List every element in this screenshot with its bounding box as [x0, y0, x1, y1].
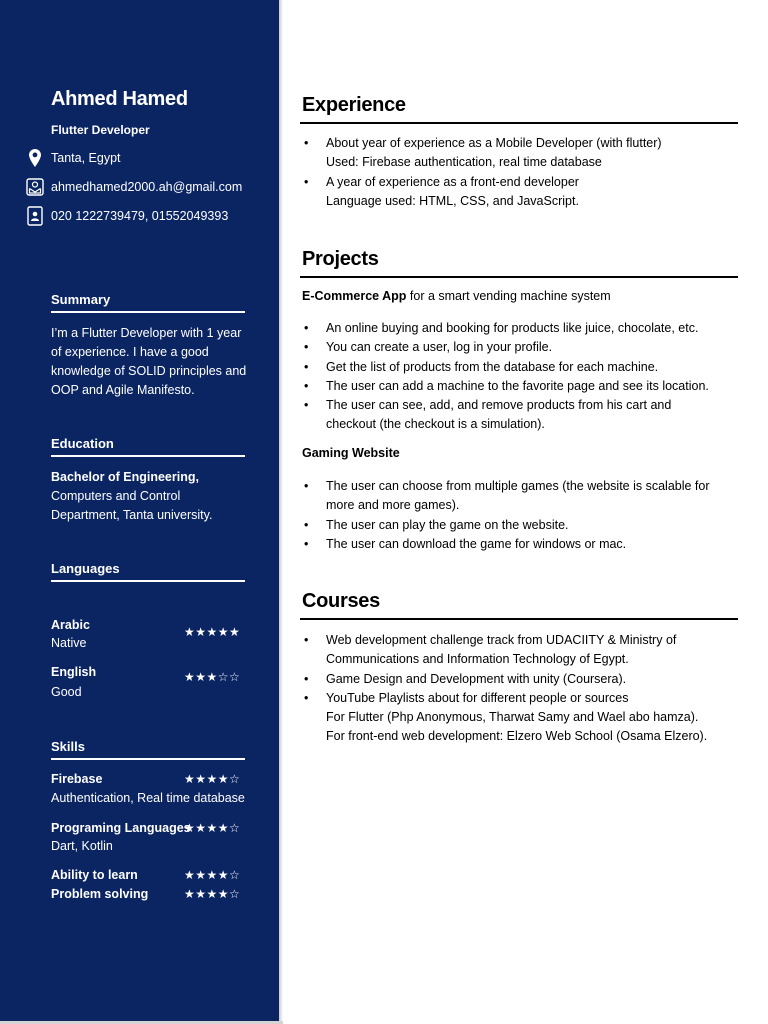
language-rating-stars: ★★★★★: [184, 625, 241, 639]
list-item: [326, 319, 736, 338]
list-item: [326, 689, 736, 747]
degree-text: Bachelor of Engineering,: [51, 470, 199, 484]
summary-text: [51, 324, 256, 400]
experience-list: [326, 134, 736, 211]
skill-detail: Dart, Kotlin: [51, 839, 113, 853]
contact-card-icon: [26, 206, 44, 226]
sidebar-shadow: [279, 0, 283, 1024]
courses-heading: Courses: [302, 590, 380, 612]
skill-rating-stars: ★★★★☆: [184, 887, 241, 901]
item-line: • You can create a user, log in your profile.: [326, 340, 553, 355]
project-title: [302, 289, 611, 303]
education-line: Department, Tanta university.: [51, 508, 213, 522]
list-item: [326, 670, 736, 689]
skill-name: Ability to learn: [51, 868, 138, 882]
education-heading: Education: [51, 436, 114, 451]
experience-divider: [300, 122, 738, 124]
summary-line: knowledge of SOLID principles and: [51, 364, 247, 378]
education-line: Computers and Control: [51, 489, 181, 503]
summary-line: of experience. I have a good: [51, 345, 209, 359]
projects-divider: [300, 276, 738, 278]
item-line: • The user can download the game for windows or mac.: [326, 536, 627, 551]
item-line: • An online buying and booking for products like juice, chocolate, etc.: [326, 321, 699, 335]
item-line: • The user can choose from multiple games (the website is scalable for: [326, 479, 710, 493]
language-rating-stars: ★★★☆☆: [184, 670, 241, 684]
list-item: [326, 535, 736, 554]
summary-divider: [51, 311, 245, 313]
skill-name: Problem solving: [51, 887, 149, 901]
list-item: [326, 396, 736, 435]
candidate-name: Ahmed Hamed: [51, 88, 188, 110]
item-line: • The user can play the game on the website.: [326, 517, 569, 532]
list-item: [326, 358, 736, 377]
courses-divider: [300, 618, 738, 620]
item-line: • About year of experience as a Mobile Developer (with flutter): [326, 136, 662, 150]
item-line: • The user can add a machine to the favorite page and see its location.: [326, 378, 709, 393]
experience-heading: Experience: [302, 94, 406, 116]
language-name: Arabic: [51, 618, 90, 632]
list-item: [326, 477, 736, 516]
summary-line: OOP and Agile Manifesto.: [51, 383, 195, 397]
item-line: Language used: HTML, CSS, and JavaScript.: [326, 193, 579, 208]
skill-detail: Authentication, Real time database: [51, 791, 245, 805]
education-text: [51, 468, 256, 525]
item-line: • A year of experience as a front-end developer: [326, 174, 579, 189]
project-name: E-Commerce App: [302, 289, 407, 303]
sidebar: [0, 0, 279, 1021]
education-divider: [51, 455, 245, 457]
skill-rating-stars: ★★★★☆: [184, 821, 241, 835]
project-name: Gaming Website: [302, 446, 400, 460]
project-bullets: [326, 319, 736, 435]
list-item: [326, 134, 736, 173]
map-pin-icon: [26, 148, 44, 168]
contact-location: [26, 148, 121, 168]
project-bullets: [326, 477, 736, 554]
language-name: English: [51, 665, 97, 679]
languages-heading: Languages: [51, 561, 120, 576]
list-item: [326, 173, 736, 212]
item-line: For front-end web development: Elzero Web School (Osama Elzero).: [326, 729, 708, 744]
contact-email: [26, 177, 242, 197]
project-title: [302, 446, 400, 460]
list-item: [326, 631, 736, 670]
envelope-icon: [26, 177, 44, 197]
item-line: Communications and Information Technology of Egypt.: [326, 652, 629, 667]
summary-line: I’m a Flutter Developer with 1 year: [51, 326, 242, 340]
skills-heading: Skills: [51, 739, 85, 754]
item-line: Used: Firebase authentication, real time database: [326, 155, 602, 170]
skill-name: Programing Languages: [51, 821, 191, 835]
list-item: [326, 338, 736, 357]
item-line: • The user can see, add, and remove products from his cart and: [326, 398, 672, 413]
languages-divider: [51, 580, 245, 582]
skill-name: Firebase: [51, 772, 103, 786]
item-line: checkout (the checkout is a simulation).: [326, 417, 545, 432]
phone-text: 020 1222739479, 01552049393: [51, 209, 229, 223]
item-line: • Game Design and Development with unity (Coursera).: [326, 671, 627, 686]
list-item: [326, 377, 736, 396]
language-level: Good: [51, 685, 82, 699]
contact-phone: [26, 206, 228, 226]
job-title: Flutter Developer: [51, 123, 150, 137]
location-text: Tanta, Egypt: [51, 151, 121, 165]
summary-heading: Summary: [51, 292, 111, 307]
item-line: • Get the list of products from the database for each machine.: [326, 359, 659, 374]
list-item: [326, 516, 736, 535]
projects-heading: Projects: [302, 248, 379, 270]
courses-list: [326, 631, 736, 747]
project-description: for a smart vending machine system: [406, 289, 611, 303]
email-text: ahmedhamed2000.ah@gmail.com: [51, 180, 243, 194]
skills-divider: [51, 758, 245, 760]
item-line: more and more games).: [326, 498, 460, 513]
skill-rating-stars: ★★★★☆: [184, 772, 241, 786]
item-line: For Flutter (Php Anonymous, Tharwat Samy and Wael abo hamza).: [326, 710, 699, 725]
item-line: • Web development challenge track from UDACIITY & Ministry of: [326, 633, 677, 647]
skill-rating-stars: ★★★★☆: [184, 868, 241, 882]
language-level: Native: [51, 636, 87, 650]
item-line: • YouTube Playlists about for different people or sources: [326, 690, 629, 705]
